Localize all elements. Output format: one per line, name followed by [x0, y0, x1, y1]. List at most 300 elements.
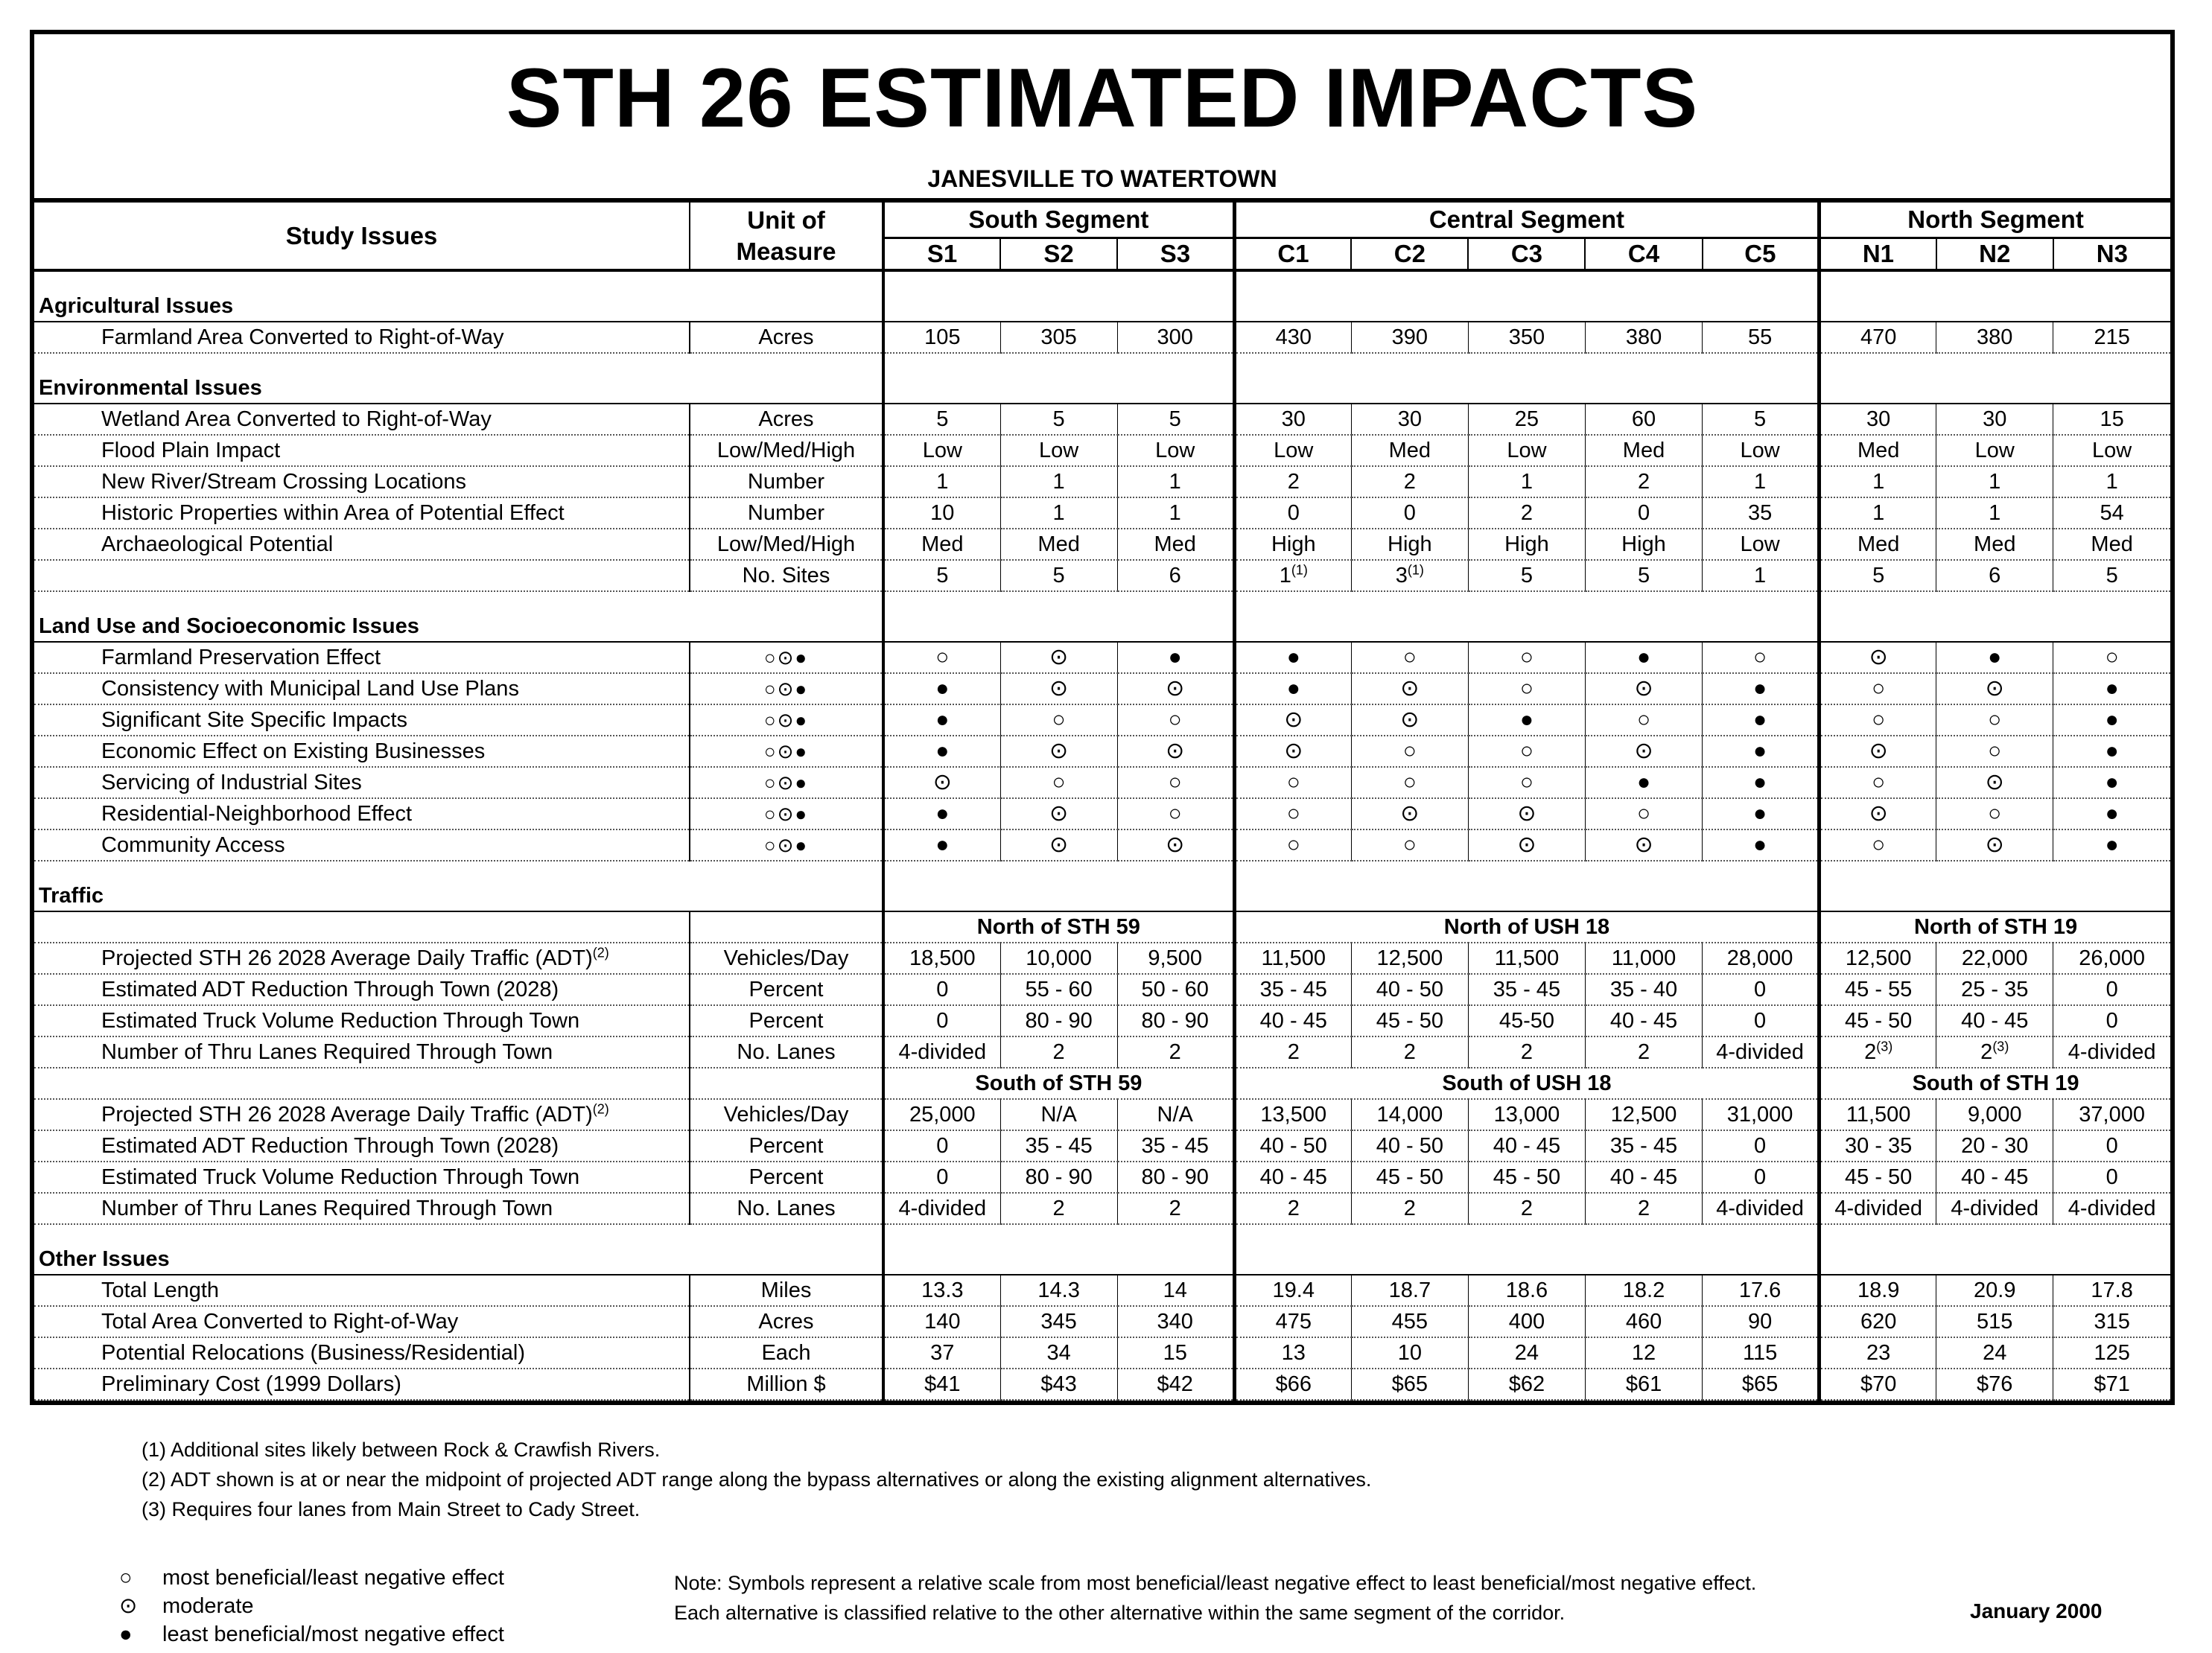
spacer [1351, 1244, 1468, 1275]
study-issue-label: Estimated Truck Volume Reduction Through Town [34, 1162, 690, 1193]
spacer [1820, 611, 1936, 642]
legend-symbol-icon: ● [119, 1622, 133, 1646]
spacer [1936, 861, 2053, 881]
value-cell: 34 [1000, 1337, 1117, 1369]
value-cell: 2 [1000, 1193, 1117, 1224]
value-cell: ⊙ [1820, 798, 1936, 829]
footnote-marker: (1) [1291, 562, 1308, 578]
value-cell: ○ [1234, 829, 1351, 861]
value-cell: 380 [1585, 322, 1702, 353]
value-cell: ⊙ [1000, 829, 1117, 861]
value-cell: Med [1936, 529, 2053, 560]
section-title: Other Issues [34, 1244, 690, 1275]
column-header-study-issues: Study Issues [34, 203, 690, 270]
study-issue-label: Potential Relocations (Business/Residential) [34, 1337, 690, 1369]
value-cell: Med [1820, 435, 1936, 466]
value-cell: 5 [1117, 404, 1234, 435]
table-row [34, 1275, 2170, 1306]
value-cell: 10,000 [1000, 943, 1117, 974]
spacer [690, 373, 883, 404]
value-cell: 1 [1936, 466, 2053, 497]
value-cell: 30 [1936, 404, 2053, 435]
value-cell: 18,500 [883, 943, 1000, 974]
value-cell: Low [1234, 435, 1351, 466]
footnote-marker: (2) [592, 945, 609, 961]
value-cell: 1$^{(1)}$ [1234, 560, 1351, 591]
study-issue-label: Servicing of Industrial Sites [34, 767, 690, 798]
value-cell: 0 [883, 1162, 1000, 1193]
unit-of-measure: Acres [690, 1306, 883, 1337]
unit-of-measure: Low/Med/High [690, 435, 883, 466]
note-line: Note: Symbols represent a relative scale from most beneficial/least negative effect to least beneficial/most negative effect. [674, 1572, 1757, 1594]
spacer [1703, 1244, 1820, 1275]
spacer [1585, 373, 1702, 404]
spacer [1468, 270, 1585, 291]
value-cell: 60 [1585, 404, 1702, 435]
value-cell: ○ [1117, 767, 1234, 798]
value-cell: N/A [1000, 1099, 1117, 1130]
spacer [1234, 611, 1351, 642]
spacer [2053, 881, 2170, 911]
value-cell: ⊙ [1000, 798, 1117, 829]
value-cell: 305 [1000, 322, 1117, 353]
table-row [34, 974, 2170, 1005]
study-issue-label: Significant Site Specific Impacts [34, 704, 690, 736]
spacer [1000, 1224, 1117, 1244]
spacer [1468, 353, 1585, 373]
value-cell: ○ [1936, 704, 2053, 736]
value-cell: ⊙ [1234, 736, 1351, 767]
value-cell: 12,500 [1820, 943, 1936, 974]
study-issue-label: Estimated ADT Reduction Through Town (2028) [34, 1130, 690, 1162]
value-cell: 2 [1117, 1193, 1234, 1224]
value-cell: 35 [1703, 497, 1820, 529]
value-cell: 2 [1468, 1036, 1585, 1068]
table-row [34, 1005, 2170, 1036]
value-cell: ○ [1351, 642, 1468, 673]
value-cell: $61 [1585, 1369, 1702, 1400]
value-cell: 2 [1234, 1036, 1351, 1068]
spacer [1000, 881, 1117, 911]
spacer [1703, 591, 1820, 611]
table-row [34, 529, 2170, 560]
alternative-header: C3 [1468, 238, 1585, 271]
spacer [883, 591, 1000, 611]
spacer [1117, 861, 1234, 881]
value-cell: 4-divided [1703, 1193, 1820, 1224]
value-cell: 2 [1000, 1036, 1117, 1068]
value-cell: ○ [1000, 704, 1117, 736]
value-cell: 11,000 [1585, 943, 1702, 974]
direction-subheader: South of STH 59 [883, 1068, 1234, 1099]
value-cell: ⊙ [1936, 767, 2053, 798]
spacer [1936, 373, 2053, 404]
value-cell: 430 [1234, 322, 1351, 353]
value-cell: ● [1703, 736, 1820, 767]
value-cell: ● [1234, 642, 1351, 673]
unit-of-measure: ○⊙● [690, 798, 883, 829]
spacer [1703, 611, 1820, 642]
value-cell: ● [1936, 642, 2053, 673]
alternative-header: S3 [1117, 238, 1234, 271]
value-cell: ● [1703, 704, 1820, 736]
value-cell: ● [1703, 829, 1820, 861]
value-cell: $43 [1000, 1369, 1117, 1400]
value-cell: 0 [1703, 974, 1820, 1005]
value-cell: 4-divided [883, 1193, 1000, 1224]
value-cell: 23 [1820, 1337, 1936, 1369]
spacer [1234, 270, 1351, 291]
value-cell: ● [1234, 673, 1351, 704]
value-cell: High [1351, 529, 1468, 560]
value-cell: 45 - 50 [1820, 1162, 1936, 1193]
value-cell: 0 [1351, 497, 1468, 529]
value-cell: $65 [1703, 1369, 1820, 1400]
value-cell: ● [883, 673, 1000, 704]
value-cell: ● [1703, 673, 1820, 704]
spacer [690, 270, 883, 291]
value-cell: Med [883, 529, 1000, 560]
value-cell: 40 - 50 [1351, 974, 1468, 1005]
spacer [1585, 881, 1702, 911]
value-cell: 40 - 45 [1585, 1005, 1702, 1036]
value-cell: 1 [1936, 497, 2053, 529]
legend-item [119, 1592, 504, 1620]
value-cell: 17.6 [1703, 1275, 1820, 1306]
value-cell: 3$^{(1)}$ [1351, 560, 1468, 591]
spacer [690, 353, 883, 373]
spacer [2053, 611, 2170, 642]
spacer [1117, 1224, 1234, 1244]
alternative-header: N3 [2053, 238, 2170, 271]
table-row [34, 736, 2170, 767]
spacer [2053, 353, 2170, 373]
spacer [1703, 861, 1820, 881]
value-cell: 2 [1351, 1036, 1468, 1068]
spacer [1000, 1244, 1117, 1275]
value-cell: 1 [1820, 466, 1936, 497]
value-cell: ○ [1820, 673, 1936, 704]
value-cell: 0 [883, 974, 1000, 1005]
value-cell: 45 - 50 [1351, 1005, 1468, 1036]
value-cell: 40 - 45 [1234, 1005, 1351, 1036]
value-cell: $41 [883, 1369, 1000, 1400]
spacer [1000, 291, 1117, 322]
spacer [1234, 353, 1351, 373]
value-cell: 2 [1585, 466, 1702, 497]
value-cell: ⊙ [1117, 673, 1234, 704]
spacer [1000, 591, 1117, 611]
spacer [690, 911, 883, 943]
value-cell: 55 [1703, 322, 1820, 353]
value-cell: 4-divided [2053, 1193, 2170, 1224]
spacer [1585, 1244, 1702, 1275]
spacer [1117, 611, 1234, 642]
section-title: Environmental Issues [34, 373, 690, 404]
value-cell: 11,500 [1468, 943, 1585, 974]
value-cell: 28,000 [1703, 943, 1820, 974]
unit-of-measure: Each [690, 1337, 883, 1369]
direction-subheader: North of STH 19 [1820, 911, 2170, 943]
value-cell: 0 [1703, 1130, 1820, 1162]
alternative-header: C4 [1585, 238, 1702, 271]
spacer [1234, 1224, 1351, 1244]
value-cell: 315 [2053, 1306, 2170, 1337]
value-cell: 2 [1468, 497, 1585, 529]
value-cell: ○ [1585, 704, 1702, 736]
value-cell: 0 [1703, 1162, 1820, 1193]
table-row [34, 1036, 2170, 1068]
value-cell: Low [883, 435, 1000, 466]
value-cell: 40 - 45 [1936, 1005, 2053, 1036]
value-cell: 300 [1117, 322, 1234, 353]
value-cell: ● [2053, 704, 2170, 736]
study-issue-label: Archaeological Potential [34, 529, 690, 560]
study-issue-label: Estimated Truck Volume Reduction Through Town [34, 1005, 690, 1036]
legend-symbol-icon: ○ [119, 1566, 133, 1590]
spacer [1936, 353, 2053, 373]
spacer [883, 270, 1000, 291]
value-cell: High [1468, 529, 1585, 560]
value-cell: ⊙ [1351, 704, 1468, 736]
value-cell: $66 [1234, 1369, 1351, 1400]
study-issue-label: Residential-Neighborhood Effect [34, 798, 690, 829]
alternative-header: C1 [1234, 238, 1351, 271]
value-cell: ⊙ [1585, 736, 1702, 767]
spacer [1585, 1224, 1702, 1244]
study-issue-label: Consistency with Municipal Land Use Plans [34, 673, 690, 704]
value-cell: ● [2053, 767, 2170, 798]
table-row [34, 1099, 2170, 1130]
value-cell: Med [1117, 529, 1234, 560]
spacer [1703, 291, 1820, 322]
value-cell: $42 [1117, 1369, 1234, 1400]
value-cell: 0 [1585, 497, 1702, 529]
value-cell: 460 [1585, 1306, 1702, 1337]
value-cell: ● [1585, 642, 1702, 673]
column-header-unit [690, 203, 883, 270]
spacer [1936, 1244, 2053, 1275]
spacer [1117, 373, 1234, 404]
value-cell: ● [1117, 642, 1234, 673]
spacer [1936, 291, 2053, 322]
document [30, 30, 2175, 1524]
spacer [1585, 291, 1702, 322]
value-cell: $70 [1820, 1369, 1936, 1400]
value-cell: ○ [1936, 736, 2053, 767]
value-cell: 45 - 50 [1820, 1005, 1936, 1036]
direction-subheader: South of USH 18 [1234, 1068, 1819, 1099]
value-cell: ○ [1117, 704, 1234, 736]
value-cell: 0 [2053, 1005, 2170, 1036]
value-cell: ○ [1117, 798, 1234, 829]
value-cell: 80 - 90 [1000, 1005, 1117, 1036]
spacer [1703, 373, 1820, 404]
study-issue-label: Total Area Converted to Right-of-Way [34, 1306, 690, 1337]
table-row [34, 673, 2170, 704]
value-cell: 470 [1820, 322, 1936, 353]
segment-header: Central Segment [1234, 203, 1819, 238]
page-title: STH 26 ESTIMATED IMPACTS [506, 51, 1699, 144]
value-cell: 30 [1351, 404, 1468, 435]
value-cell: 1 [883, 466, 1000, 497]
value-cell: 37,000 [2053, 1099, 2170, 1130]
spacer [1351, 881, 1468, 911]
unit-of-measure: No. Lanes [690, 1036, 883, 1068]
spacer [1936, 881, 2053, 911]
unit-header-line2: Measure [736, 237, 836, 265]
value-cell: 30 [1820, 404, 1936, 435]
table-row [34, 829, 2170, 861]
value-cell: ○ [1351, 767, 1468, 798]
spacer [1820, 373, 1936, 404]
unit-of-measure: ○⊙● [690, 829, 883, 861]
table-row [34, 1337, 2170, 1369]
value-cell: 45 - 50 [1468, 1162, 1585, 1193]
legend-symbol-icon: ⊙ [119, 1594, 138, 1618]
spacer [1117, 270, 1234, 291]
spacer [1585, 270, 1702, 291]
value-cell: 1 [1820, 497, 1936, 529]
spacer [1117, 591, 1234, 611]
spacer [1820, 353, 1936, 373]
value-cell: ○ [1936, 798, 2053, 829]
spacer [34, 353, 690, 373]
value-cell: 380 [1936, 322, 2053, 353]
value-cell: 9,000 [1936, 1099, 2053, 1130]
value-cell: N/A [1117, 1099, 1234, 1130]
value-cell: 54 [2053, 497, 2170, 529]
spacer [1117, 1244, 1234, 1275]
value-cell: 390 [1351, 322, 1468, 353]
value-cell: 0 [2053, 1162, 2170, 1193]
value-cell: $76 [1936, 1369, 2053, 1400]
value-cell: 0 [2053, 974, 2170, 1005]
value-cell: 475 [1234, 1306, 1351, 1337]
value-cell: 45-50 [1468, 1005, 1585, 1036]
value-cell: ○ [1468, 767, 1585, 798]
symbol-legend [119, 1564, 504, 1649]
value-cell: Med [1000, 529, 1117, 560]
spacer [1117, 291, 1234, 322]
spacer [1468, 591, 1585, 611]
spacer [1351, 1224, 1468, 1244]
value-cell: ⊙ [1936, 829, 2053, 861]
spacer [1351, 591, 1468, 611]
spacer [1468, 1224, 1585, 1244]
study-issue-label: Wetland Area Converted to Right-of-Way [34, 404, 690, 435]
value-cell: ● [883, 736, 1000, 767]
value-cell: 2 [1234, 1193, 1351, 1224]
value-cell: 5 [1585, 560, 1702, 591]
value-cell: 80 - 90 [1000, 1162, 1117, 1193]
value-cell: 25 - 35 [1936, 974, 2053, 1005]
unit-of-measure: Miles [690, 1275, 883, 1306]
value-cell: ● [1468, 704, 1585, 736]
spacer [1820, 861, 1936, 881]
note-line: Each alternative is classified relative to the other alternative within the same segment of the corridor. [674, 1602, 1566, 1624]
value-cell: 12 [1585, 1337, 1702, 1369]
value-cell: ○ [1468, 642, 1585, 673]
value-cell: Low [2053, 435, 2170, 466]
spacer [2053, 861, 2170, 881]
value-cell: ○ [1585, 798, 1702, 829]
value-cell: ⊙ [883, 767, 1000, 798]
spacer [1234, 373, 1351, 404]
value-cell: Low [1117, 435, 1234, 466]
table-row [34, 767, 2170, 798]
spacer [1234, 291, 1351, 322]
value-cell: ● [1703, 798, 1820, 829]
segment-header: North Segment [1820, 203, 2170, 238]
value-cell: 0 [1234, 497, 1351, 529]
footnote-marker: (3) [1992, 1039, 2009, 1054]
value-cell: 1 [1000, 497, 1117, 529]
value-cell: 0 [2053, 1130, 2170, 1162]
study-issue-label: Community Access [34, 829, 690, 861]
spacer [690, 611, 883, 642]
value-cell: ○ [1468, 736, 1585, 767]
value-cell: High [1585, 529, 1702, 560]
segment-header: South Segment [883, 203, 1234, 238]
spacer [883, 881, 1000, 911]
spacer [34, 591, 690, 611]
value-cell: 115 [1703, 1337, 1820, 1369]
table-row [34, 642, 2170, 673]
value-cell: 5 [883, 404, 1000, 435]
value-cell: 31,000 [1703, 1099, 1820, 1130]
value-cell: 10 [883, 497, 1000, 529]
value-cell: 1 [1117, 466, 1234, 497]
value-cell: Med [1351, 435, 1468, 466]
value-cell: 400 [1468, 1306, 1585, 1337]
value-cell: 1 [1468, 466, 1585, 497]
value-cell: 20.9 [1936, 1275, 2053, 1306]
value-cell: 4-divided [2053, 1036, 2170, 1068]
direction-subheader: North of USH 18 [1234, 911, 1819, 943]
spacer [1351, 611, 1468, 642]
value-cell: 2 [1585, 1036, 1702, 1068]
value-cell: 80 - 90 [1117, 1162, 1234, 1193]
spacer [1000, 270, 1117, 291]
spacer [2053, 1224, 2170, 1244]
spacer [1117, 881, 1234, 911]
value-cell: 50 - 60 [1117, 974, 1234, 1005]
value-cell: ⊙ [1468, 798, 1585, 829]
spacer [1703, 1224, 1820, 1244]
spacer [34, 270, 690, 291]
value-cell: 5 [1820, 560, 1936, 591]
study-issue-label: Total Length [34, 1275, 690, 1306]
footnote-marker: (2) [592, 1101, 609, 1117]
unit-of-measure: ○⊙● [690, 642, 883, 673]
spacer [1351, 373, 1468, 404]
value-cell: ● [1703, 767, 1820, 798]
spacer [2053, 373, 2170, 404]
unit-of-measure: Acres [690, 322, 883, 353]
unit-of-measure: Percent [690, 1130, 883, 1162]
value-cell: 15 [2053, 404, 2170, 435]
value-cell: 5 [1468, 560, 1585, 591]
spacer [690, 861, 883, 881]
value-cell: 2 [1585, 1193, 1702, 1224]
value-cell: 340 [1117, 1306, 1234, 1337]
value-cell: 24 [1936, 1337, 2053, 1369]
table-row [34, 1162, 2170, 1193]
spacer [1468, 1244, 1585, 1275]
unit-of-measure: ○⊙● [690, 736, 883, 767]
value-cell: 30 - 35 [1820, 1130, 1936, 1162]
